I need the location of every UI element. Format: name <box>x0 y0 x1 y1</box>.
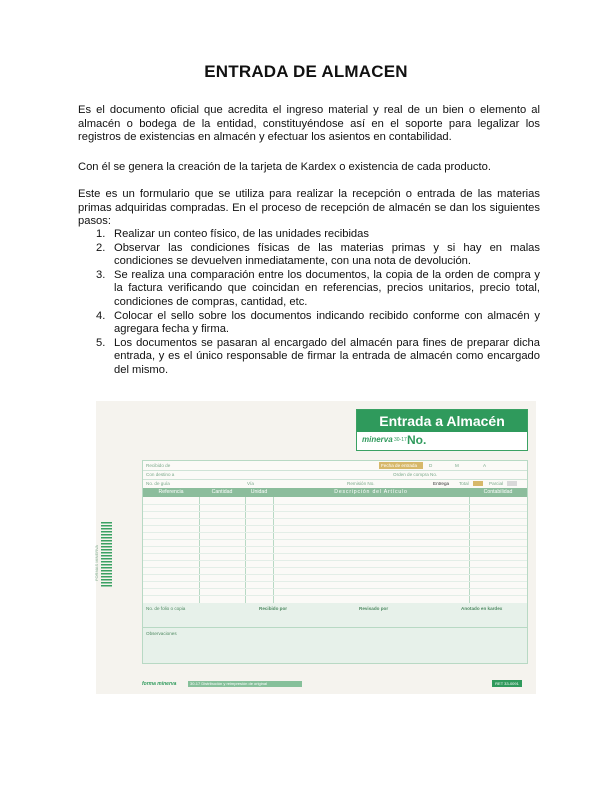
items-table-header <box>143 488 527 497</box>
table-row-line <box>143 574 527 575</box>
column-header: Descripción del Artículo <box>334 489 408 495</box>
step-number: 5. <box>96 336 106 349</box>
column-header: Unidad <box>250 489 268 495</box>
destination-label: Con destino a <box>146 472 175 477</box>
month-label: M <box>455 463 459 468</box>
posted-by-label: Anotado en kardex <box>461 606 503 611</box>
barcode <box>101 522 112 588</box>
steps-list <box>78 228 540 378</box>
table-row-line <box>143 511 527 512</box>
table-row-line <box>143 539 527 540</box>
items-table-rows <box>143 497 527 603</box>
form-banner <box>356 409 528 451</box>
table-row-line <box>143 595 527 596</box>
delivery-label: Entrega <box>433 481 450 486</box>
side-print: FORMAS MINERVA <box>94 544 99 581</box>
received-by-label: Recibido por <box>259 606 288 611</box>
list-item <box>78 310 540 337</box>
table-row-line <box>143 588 527 589</box>
form-body <box>142 460 528 664</box>
table-row-line <box>143 560 527 561</box>
list-item <box>78 269 540 310</box>
column-header: Contabilidad <box>483 489 513 495</box>
table-row-line <box>143 553 527 554</box>
form-number-label: No. <box>407 433 427 447</box>
guide-label: No. de guía <box>146 481 170 486</box>
received-from-label: Recibido de <box>146 463 171 468</box>
table-row-line <box>143 546 527 547</box>
total-label: Total <box>459 481 469 486</box>
table-row-line <box>143 567 527 568</box>
entry-date-label: Fecha de entrada <box>381 463 418 468</box>
step-number: 4. <box>96 309 106 322</box>
footer-brand: forma minerva <box>142 681 177 687</box>
folio-label: No. de folio o copia <box>146 606 186 611</box>
kardex-paragraph: Con él se genera la creación de la tarjeta de Kardex o existencia de cada producto. <box>78 161 491 173</box>
column-header: Referencia <box>158 489 184 495</box>
form-banner-title: Entrada a Almacén <box>357 410 527 432</box>
year-label: A <box>483 463 487 468</box>
intro-paragraph: Es el documento oficial que acredita el ingreso material y real de un bien o elemento al almacén o bodega de la entidad, constituyéndose así en el soporte para legalizar los registros de existencias en almacén y efectuar los asientos en contabilidad. <box>78 104 540 144</box>
via-label: Vía <box>247 481 254 486</box>
step-text: Observar las condiciones físicas de las materias primas y si hay en malas condiciones se devuelven inmediatamente, con una nota de devolución. <box>114 241 540 268</box>
remission-label: Remisión No. <box>347 481 375 486</box>
reviewed-by-label: Revisado por <box>359 606 389 611</box>
table-row-line <box>143 525 527 526</box>
form-signature-area <box>143 603 527 663</box>
purchase-order-label: Orden de compra No. <box>393 472 438 477</box>
table-row-line <box>143 518 527 519</box>
footer-bar: 30-17 Distribución y reimpresión de original <box>188 681 302 687</box>
partial-label: Parcial <box>489 481 504 486</box>
brand-logo: minerva <box>362 435 393 444</box>
notes-label: Observaciones <box>146 631 177 636</box>
footer-code: RET 33-0091 <box>492 680 522 687</box>
day-label: D <box>429 463 433 468</box>
table-row-line <box>143 581 527 582</box>
step-text: Los documentos se pasaran al encargado del almacén para fines de preparar dicha entrada, y es el único responsable de firmar la entrada de almacén como encargado del mismo. <box>114 336 540 376</box>
step-number: 3. <box>96 268 106 281</box>
table-row-line <box>143 532 527 533</box>
step-text: Realizar un conteo físico, de las unidades recibidas <box>114 228 369 240</box>
process-paragraph: Este es un formulario que se utiliza para realizar la recepción o entrada de las materias primas adquiridas compradas. En el proceso de recepción de almacén se dan los siguientes pasos: <box>78 188 540 228</box>
brand-code: 30-17 <box>394 437 407 443</box>
list-item <box>78 228 540 242</box>
step-number: 1. <box>96 228 106 240</box>
column-header: Cantidad <box>211 489 233 495</box>
step-text: Se realiza una comparación entre los documentos, la copia de la orden de compra y la factura verificando que coincidan en referencias, precios unitarios, precio total, condiciones de compras, cantidad, etc. <box>114 268 540 308</box>
table-row-line <box>143 504 527 505</box>
document-title: ENTRADA DE ALMACEN <box>204 62 408 81</box>
step-text: Colocar el sello sobre los documentos indicando recibido conforme con almacén y agregara fecha y firma. <box>114 309 540 336</box>
entrada-almacen-form-image <box>96 401 536 694</box>
list-item <box>78 337 540 378</box>
step-number: 2. <box>96 241 106 254</box>
list-item <box>78 242 540 269</box>
